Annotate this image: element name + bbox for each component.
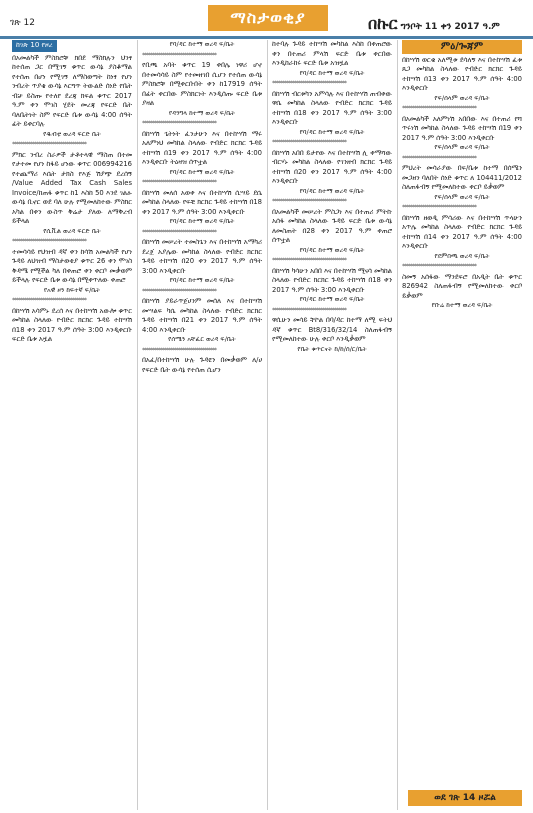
court-signature: የባ/ዳር ከተማ ወረዳ ፍ/ቤት (299, 295, 365, 303)
notice-text: በከሣሽ አሳምኑ ደረሰ እና በተከሣሽ አውሎ ቁጥር መካከል ስላለው የብድር ክርክር ጉዳይ ተከሣሽ በ18 ቀን 2017 ዓ.ም ሰዓት 3:00 እንዲቀርቡ ፍርድ ቤቱ አዟል (12, 306, 132, 343)
court-signature: የሲቪል ወረዳ ፍርድ ቤት (43, 226, 101, 235)
court-signature: የአዊ ዞን ከፍተኛ ፍ/ቤት (43, 285, 101, 294)
notice-text: በከሣሽ ወርቄ አለሚቱ ደሳለኝ እና በተከሣሽ ፈቱ ጸጋ መካከል ስላለው የብድር ክርክር ጉዳይ ተከሣሽ በ13 ቀን 2017 ዓ.ም ሰዓት 4:00 እንዲቀርቡ (402, 55, 522, 92)
notice-text: በአመልካች መሠረት ምስጋነ እና በተጠሪ ምትኩ አሰፋ መካከል ስላለው ጉዳይ ፍርድ ቤቱ ውሳኔ ለመስጠት በ28 ቀን 2017 ዓ.ም ቀጠሮ ሰጥቷል (272, 207, 392, 244)
continuation-tag: ከገጽ 10 የዞረ (12, 40, 57, 52)
column-1 (12, 40, 132, 810)
court-signature: የባ/ዳር ከተማ ወረዳ ፍ/ቤት (169, 276, 235, 284)
notice-text: በከሣሽ አበበ ይታየው እና በተከሣሽ ሊ ቀማሻው ብርሃኑ መካከል ስላለው የገንዘብ ክርክር ጉዳይ ተከሣሽ በ20 ቀን 2017 ዓ.ም ሰዓት 4:00 እንዲቀርቡ (272, 148, 392, 185)
issue-date: ግንቦት 11 ቀን 2017 ዓ.ም (400, 22, 500, 32)
court-signature: የባ/ዳር ከተማ ወረዳ ፍ/ቤት (169, 167, 235, 176)
separator: ************************************* (402, 204, 476, 211)
court-signature: የዳንግላ ከተማ ወረዳ ፍ/ቤት (168, 108, 236, 117)
notice-text: ምክር ንብረ ስራዎች ታቶተላዊ ማስጠ በተመ የታተመ የሆነ ከፋይ ሆነው ቁጥር 006994216 የተጨማሪ እሴት ታክስ የእጅ ሽያጭ ደረሰኝ /Value Added Tax Cash Sales Invoice/ከጠፋ ቁጥር ከ1 እስከ 50 እንደ ገልፁ ውሳኔ ቢኖር ወደ ባለ ሁሉ የሚመለከተው ምስክር አካል በቀን ውስጥ ቅሬታ ያለው ለማቅረብ ይችላል (12, 150, 132, 225)
notice-text: በአመልካች አለምነሽ አበበው እና በተጠሪ የሻ ጥሩነሽ መካከል ስላለው ጉዳይ ተከሣሽ በ19 ቀን 2017 ዓ.ም ሰዓት 3:00 እንዲቀርቡ (402, 114, 522, 142)
court-signature: የባ/ዳር ከተማ ወረዳ ፍ/ቤት (299, 127, 365, 136)
masthead-title: ማስታወቂያ (208, 5, 328, 31)
court-signature: የሰሜን አቸፈር ወረዳ ፍ/ቤት (168, 335, 236, 343)
notice-text: በከሣሽ መለሰ አወቀ እና በተከሣሽ ሲሣይ ደሴ መካከል ስላለው የፍቺ ክርክር ጉዳይ ተከሣሽ በ18 ቀን 2017 ዓ.ም ሰዓት 3:00 እንዲቀርቡ (142, 188, 262, 216)
notice-text: ስመኝ አሰፋው ማንደፍሮ በአዲት ቤት ቁጥር 826942 ስለጠፋብኝ የሚመለከተው ቀርቦ ይቃወም (402, 272, 522, 300)
page-number: ገጽ 12 (10, 18, 36, 28)
notice-text: በከሣሽ መሠረት ተመስጌን እና በተከሣሽ አማካሪ ደረጀ አያሌው መካከል ስላለው የብድር ክርክር ጉዳይ ተከሣሽ በ20 ቀን 2017 ዓ.ም ሰዓት 3:00 እንዲቀርቡ (142, 238, 262, 275)
notice-text: በከሣሽ ካሳሁን አበበ እና በተከሣሽ ሚናሳ መካከል ስላለው የብድር ክርክር ጉዳይ ተከሣሽ በ18 ቀን 2017 ዓ.ም ሰዓት 3:00 እንዲቀርቡ (272, 266, 392, 294)
separator: ************************************* (142, 346, 216, 354)
separator: ************************************* (402, 263, 476, 270)
column-divider (397, 40, 398, 810)
court-signature: የፍ/ሰላም ወረዳ ፍ/ቤት (434, 93, 490, 102)
court-signature: የባ/ዳር ከተማ ወረዳ ፍ/ቤት (299, 186, 365, 195)
court-signature: የፍ/ሰላም ወረዳ ፍ/ቤት (434, 192, 490, 201)
notice-text: ዋሲሁን መሳይ ቸኮል በባ/ዳር ከተማ ለሚ ፍትህ ዳኛ ቁጥር Bt8/316/32/14 ስለጠፋብኝ የሚመለከተው ሁሉ ቀርቦ እንዲቃወም (272, 316, 392, 343)
court-signature: የቤት ቁጥርናት ከ/ከ/ሰ/ር/ቤት (297, 344, 367, 353)
court-signature: የቡሬ ከተማ ወረዳ ፍ/ቤት (431, 301, 493, 309)
court-signature: የዱብቲ ወረዳ ፍርድ ቤት (43, 129, 101, 138)
continued-footer: ወደ ገጽ 14 ዞሯል (408, 790, 522, 806)
court-signature: የባ/ዳር ከተማ ወረዳ ፍ/ቤት (299, 68, 365, 77)
court-signature: የደምበጫ ወረዳ ፍ/ቤት (434, 251, 490, 260)
separator: ************************************* (142, 287, 216, 295)
separator: ************************************* (272, 306, 346, 314)
separator: ************************************* (402, 154, 476, 162)
separator: ************************************* (272, 80, 346, 87)
court-signature: የፍ/ሰላም ወረዳ ፍ/ቤት (434, 143, 490, 151)
separator: ************************************* (142, 179, 216, 186)
separator: ************************************* (142, 51, 216, 59)
column-2 (142, 40, 262, 810)
notice-text: በከሣሽ ያይራጥጀሀንም መሰለ እና በተከሣሽ መሣልፍ ካሴ መካከል ስላለው የብድር ክርክር ጉዳይ ተከሣሽ በ21 ቀን 2017 ዓ.ም ሰዓት 4:00 እንዲቀርቡ (142, 297, 262, 334)
page-header (0, 0, 533, 36)
header-rule (0, 36, 533, 39)
court-signature: የባ/ዳር ከተማ ወረዳ ፍ/ቤት (169, 40, 235, 48)
notice-text: ተመሳሳይ የህዝብ ዳኛ ቀን ከሳሽ አመልካች የሆነ ጉዳይ ለህዝብ ማስታወቂያ ቁጥር 26 ቀን ሞገስ ቅዳሜ የሚችል ካለ በቀጠሮ ቀን ቀርቦ መቃወም ይችላሉ የፍርድ ቤቱ ውሳኔ በሚቀጥለው ቀጠሮ (12, 247, 132, 284)
separator: ************************************* (272, 198, 346, 205)
notice-text: የቢጫ አባት ቁጥር 19 ቀበሌ ነዋሪ ሆኖ በተመሳሳይ ስም የተመዘገበ ሲሆን የተሰጠ ውሳኔ ምስክሮቹ በሚቀርቡበት ቀን ከ17919 ሰዓት በፊት ቀርበው ምስክርነት እንዲሰጡ ፍርድ ቤቱ ያዛል (142, 61, 262, 107)
separator: ************************************* (142, 120, 216, 127)
notice-text: በአመልካች ምስክሮቹ ክበደ ማስክሉን ህንፃ ከተሰጠ ጋር በሚገኝ ቁጥር ውሳኔ ያስቆማል የተሰጠ በሆነ የሚገኝ ለማስወጣት ከነፃ የሆነ ንብረት ጥያቄ ውሳኔ እርግጥ ትውልድ ሰነድ የቤት ብቻ ይስጡ የተለየ ደረጃ ክፍል ቁጥር 2017 ዓ.ም ቀን ሞገስ ሂደት መረጃ የፍርድ ቤት ባለቤትነት ስም የፍርድ ቤቱ ውሳኔ 4:00 ሰዓት ፊት ይቀርባሉ (12, 53, 132, 128)
notice-text: በአፈ/በተከሣሽ ሁሉ ጉዳዩን በመቃወም ለ/ሀ የፍርድ ቤት ውሳኔ የተሰጠ ሲሆን (142, 356, 262, 374)
court-signature: የባ/ዳር ከተማ ወረዳ ፍ/ቤት (169, 217, 235, 225)
separator: ************************************* (12, 238, 86, 245)
column-divider (137, 40, 138, 810)
notice-text: ምህረት መሳራያው በፍ/ቤቱ ከተማ በሰሜን መጋዘን ባለበት ሰነድ ቁጥር ለ 104411/2012 ስለጠፋብኝ የሚመለከተው ቀርቦ ይቃወም (402, 164, 522, 191)
section-title: ምዕ/ጐጃም (402, 40, 522, 54)
paper-name: በኩር (368, 14, 398, 33)
notice-text: በከሣሽ ዘወዲ ምሳሪው እና በተከሣሽ ጥላሁን አጥሌ መካከል ስላለው የብድር ክርክር ጉዳይ ተከሣሽ በ14 ቀን 2017 ዓ.ም ሰዓት 4:00 እንዲቀርቡ (402, 213, 522, 250)
issue-line (368, 14, 500, 34)
separator: ************************************* (12, 141, 86, 148)
separator: ************************************* (142, 228, 216, 236)
separator: ************************************* (12, 297, 86, 304)
separator: ************************************* (272, 257, 346, 264)
separator: ************************************* (272, 139, 346, 146)
column-divider (267, 40, 268, 810)
separator: ************************************* (402, 105, 476, 112)
court-signature: የባ/ዳር ከተማ ወረዳ ፍ/ቤት (299, 245, 365, 254)
notice-text: በከሣሽ ብርቱካን አምሳሉ እና በተከሣሽ ጠብቀው ዋሴ መካከል ስላለው የብድር ክርክር ጉዳይ ተከሣሽ በ18 ቀን 2017 ዓ.ም ሰዓት 3:00 እንዲቀርቡ (272, 89, 392, 126)
notice-text: ከተባሉ ጉዳይ ተከሣሽ መካከል እስከ በቀጠሮው ቀን በተጠሪ ምላሽ ፍርድ ቤቱ ቀርበው እንዲከራከሩ ፍርድ ቤቱ አዝዟል (272, 40, 392, 67)
column-4 (402, 40, 522, 810)
notice-text: በከሣሽ ጌትነት ፈንታሁን እና በተከሣሽ ማሩ አለምነህ መካከል ስላለው የብድር ክርክር ጉዳይ ተከሣሽ በ19 ቀን 2017 ዓ.ም ሰዓት 4:00 እንዲቀርቡ ትዕዛዝ ሰጥቷል (142, 129, 262, 166)
column-3 (272, 40, 392, 810)
